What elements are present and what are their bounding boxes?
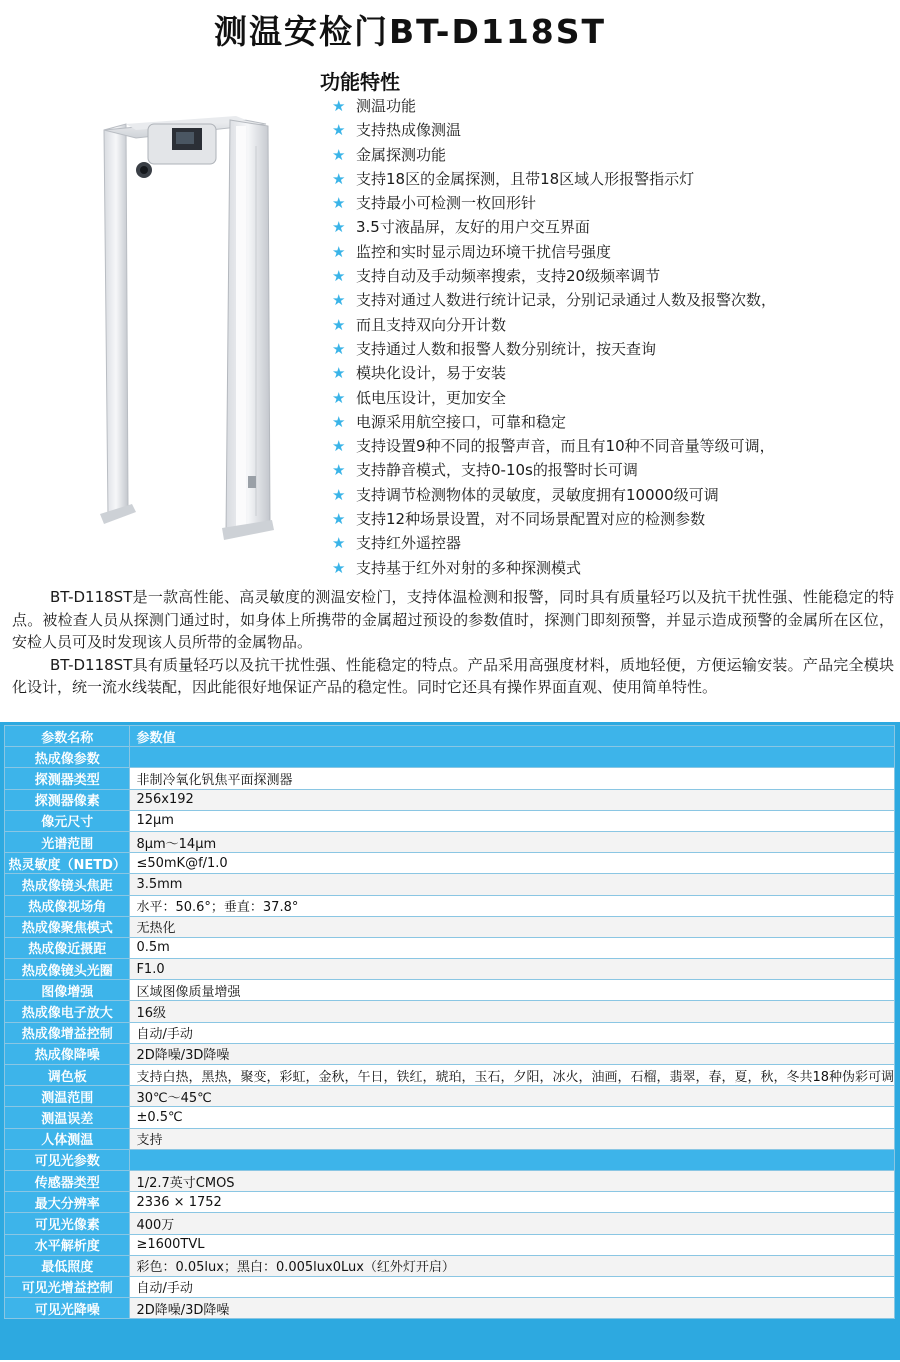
header-cell-name: 参数名称 [5,726,130,747]
list-item: ★ 支持对通过人数进行统计记录，分别记录通过人数及报警次数， [332,288,776,312]
product-image [96,116,276,548]
param-name-cell: 可见光参数 [5,1149,130,1170]
param-value-cell: 1/2.7英寸CMOS [130,1170,895,1191]
list-item: ★ 支持通过人数和报警人数分别统计，按天查询 [332,337,776,361]
param-value-cell: 2D降噪/3D降噪 [130,1298,895,1319]
param-name-cell: 图像增强 [5,980,130,1001]
table-row [5,937,895,958]
spec-table-container [0,722,900,1360]
list-item: ★ 支持12种场景设置，对不同场景配置对应的检测参数 [332,507,776,531]
star-icon: ★ [332,558,346,577]
list-item: ★ 测温功能 [332,94,776,118]
table-row [5,1022,895,1043]
param-name-cell: 热成像视场角 [5,895,130,916]
table-row [5,789,895,810]
list-item: ★ 金属探测功能 [332,143,776,167]
param-value-cell: ≤50mK@f/1.0 [130,853,895,874]
param-value-cell: 8μm～14μm [130,831,895,852]
star-icon: ★ [332,218,346,237]
star-icon: ★ [332,461,346,480]
param-name-cell: 热成像参数 [5,747,130,768]
param-name-cell: 最低照度 [5,1255,130,1276]
param-value-cell [130,747,895,768]
star-icon: ★ [332,242,346,261]
star-icon: ★ [332,412,346,431]
star-icon: ★ [332,315,346,334]
table-row [5,1298,895,1319]
param-name-cell: 探测器类型 [5,768,130,789]
list-item: ★ 支持静音模式，支持0-10s的报警时长可调 [332,458,776,482]
param-name-cell: 探测器像素 [5,789,130,810]
table-row [5,1043,895,1064]
table-section-row [5,1149,895,1170]
param-name-cell: 传感器类型 [5,1170,130,1191]
param-name-cell: 测温误差 [5,1107,130,1128]
param-value-cell: 30℃～45℃ [130,1086,895,1107]
spec-table [4,725,895,1319]
param-value-cell [130,1149,895,1170]
table-row [5,1234,895,1255]
param-value-cell: ≥1600TVL [130,1234,895,1255]
description-paragraph: BT-D118ST是一款高性能、高灵敏度的测温安检门，支持体温检测和报警，同时具有质量轻巧以及抗干扰性强、性能稳定的特点。被检查人员从探测门通过时，如身体上所携带的金属超过预设的参数值时，探测门即刻预警，并显示造成预警的金属所在区位，安检人员可及时发现该人员所带的金属物品。 [12,588,894,652]
star-icon: ★ [332,510,346,529]
list-item: ★ 支持最小可检测一枚回形针 [332,191,776,215]
param-value-cell: 自动/手动 [130,1022,895,1043]
star-icon: ★ [332,194,346,213]
param-name-cell: 光谱范围 [5,831,130,852]
table-row [5,959,895,980]
param-name-cell: 热成像降噪 [5,1043,130,1064]
features-heading: 功能特性 [320,70,400,94]
param-value-cell: 支持 [130,1128,895,1149]
param-name-cell: 热成像镜头焦距 [5,874,130,895]
table-row [5,980,895,1001]
table-row [5,853,895,874]
param-value-cell: 256x192 [130,789,895,810]
param-name-cell: 热成像电子放大 [5,1001,130,1022]
star-icon: ★ [332,388,346,407]
star-icon: ★ [332,145,346,164]
header-cell-value: 参数值 [130,726,895,747]
table-row [5,1086,895,1107]
table-row [5,874,895,895]
list-item: ★ 支持设置9种不同的报警声音，而且有10种不同音量等级可调， [332,434,776,458]
star-icon: ★ [332,291,346,310]
description-paragraph: BT-D118ST具有质量轻巧以及抗干扰性强、性能稳定的特点。产品采用高强度材料，质地轻便，方便运输安装。产品完全模块化设计，统一流水线装配，因此能很好地保证产品的稳定性。同时它还具有操作界面直观、使用简单特性。 [12,655,894,697]
param-value-cell: 2D降噪/3D降噪 [130,1043,895,1064]
param-name-cell: 水平解析度 [5,1234,130,1255]
param-name-cell: 测温范围 [5,1086,130,1107]
param-name-cell: 热成像镜头光圈 [5,959,130,980]
table-row [5,1213,895,1234]
table-row [5,1001,895,1022]
table-row [5,768,895,789]
page-title: 测温安检门BT-D118ST [213,12,607,51]
star-icon: ★ [332,534,346,553]
param-value-cell: 水平：50.6°；垂直：37.8° [130,895,895,916]
list-item: ★ 支持基于红外对射的多种探测模式 [332,556,776,580]
param-name-cell: 热灵敏度（NETD） [5,853,130,874]
param-name-cell: 热成像聚焦模式 [5,916,130,937]
star-icon: ★ [332,267,346,286]
param-value-cell: 3.5mm [130,874,895,895]
star-icon: ★ [332,437,346,456]
star-icon: ★ [332,339,346,358]
list-item: ★ 支持18区的金属探测，且带18区域人形报警指示灯 [332,167,776,191]
param-name-cell: 热成像增益控制 [5,1022,130,1043]
param-value-cell: 0.5m [130,937,895,958]
table-row [5,1170,895,1191]
table-section-row [5,747,895,768]
param-name-cell: 调色板 [5,1065,130,1086]
param-name-cell: 可见光像素 [5,1213,130,1234]
list-item: ★ 支持调节检测物体的灵敏度，灵敏度拥有10000级可调 [332,483,776,507]
table-row [5,916,895,937]
list-item: ★ 支持热成像测温 [332,118,776,142]
param-value-cell: 400万 [130,1213,895,1234]
list-item: ★ 模块化设计，易于安装 [332,361,776,385]
param-value-cell: 区域图像质量增强 [130,980,895,1001]
star-icon: ★ [332,97,346,115]
param-value-cell: 自动/手动 [130,1276,895,1297]
table-row [5,1128,895,1149]
star-icon: ★ [332,169,346,188]
param-name-cell: 可见光降噪 [5,1298,130,1319]
table-row [5,1107,895,1128]
list-item: ★ 3.5寸液晶屏，友好的用户交互界面 [332,215,776,239]
list-item: ★ 监控和实时显示周边环境干扰信号强度 [332,240,776,264]
param-value-cell: 支持白热，黑热，聚变，彩虹，金秋，午日，铁红，琥珀，玉石，夕阳，冰火，油画，石榴，翡翠，春，夏，秋，冬共18种伪彩可调 [130,1065,895,1086]
list-item: ★ 支持自动及手动频率搜索，支持20级频率调节 [332,264,776,288]
star-icon: ★ [332,121,346,140]
param-value-cell: 彩色：0.05lux；黑白：0.005lux0Lux（红外灯开启） [130,1255,895,1276]
list-item: ★ 支持红外遥控器 [332,531,776,555]
table-row [5,1065,895,1086]
features-list [332,94,776,580]
param-name-cell: 像元尺寸 [5,810,130,831]
table-row [5,1192,895,1213]
param-name-cell: 可见光增益控制 [5,1276,130,1297]
star-icon: ★ [332,485,346,504]
table-row [5,1255,895,1276]
list-item: ★ 电源采用航空接口，可靠和稳定 [332,410,776,434]
param-value-cell: 12μm [130,810,895,831]
table-row [5,810,895,831]
table-row [5,831,895,852]
param-value-cell: F1.0 [130,959,895,980]
param-value-cell: 16级 [130,1001,895,1022]
param-name-cell: 最大分辨率 [5,1192,130,1213]
list-item: ★ 低电压设计，更加安全 [332,386,776,410]
table-header-row [5,726,895,747]
param-value-cell: ±0.5℃ [130,1107,895,1128]
param-name-cell: 热成像近摄距 [5,937,130,958]
param-value-cell: 非制冷氧化钒焦平面探测器 [130,768,895,789]
list-item: ★ 而且支持双向分开计数 [332,313,776,337]
star-icon: ★ [332,364,346,383]
product-description [12,586,894,699]
table-row [5,895,895,916]
param-value-cell: 2336 × 1752 [130,1192,895,1213]
param-value-cell: 无热化 [130,916,895,937]
table-row [5,1276,895,1297]
param-name-cell: 人体测温 [5,1128,130,1149]
